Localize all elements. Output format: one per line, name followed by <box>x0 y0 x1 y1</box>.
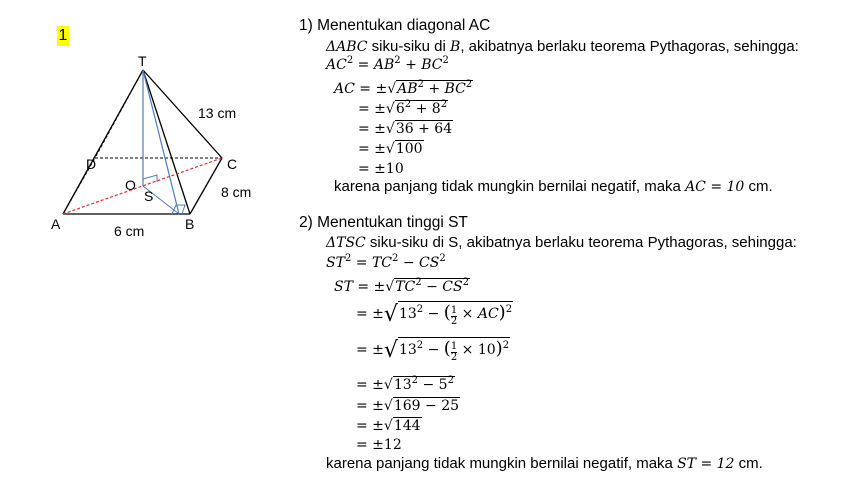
radicand: 36 + 64 <box>395 121 453 137</box>
right-angle-mark-o <box>143 175 157 182</box>
edge-td-hidden <box>95 70 143 158</box>
eq-text: = ± <box>358 141 386 157</box>
step1-intro-triangle: ΔABC <box>326 39 368 55</box>
step2-conclusion <box>326 455 763 473</box>
exp: 2 <box>394 55 401 66</box>
label-edge-ab: 6 cm <box>114 223 145 239</box>
step2-eq7: = ±12 <box>356 437 402 453</box>
step2-eq6 <box>356 417 422 435</box>
eq-text: AC = ± <box>334 81 388 97</box>
label-o: O <box>125 177 136 193</box>
eq-text: ST <box>326 255 345 271</box>
radical-sign: √ <box>385 279 395 295</box>
radical-sign: √ <box>385 141 395 157</box>
label-d: D <box>86 156 97 172</box>
label-s: S <box>144 188 154 204</box>
step1-intro <box>326 38 799 56</box>
conclusion-text: karena panjang tidak mungkin bernilai negatif, maka <box>326 455 678 472</box>
radicand: 100 <box>395 141 423 157</box>
radical-sign: √ <box>385 121 395 137</box>
step2-intro <box>326 234 797 252</box>
eq-text: = ± <box>356 398 384 414</box>
step2-eq4 <box>356 376 455 394</box>
radical-sign: √ <box>383 302 398 327</box>
eq-text: = ± <box>356 418 384 434</box>
eq-text: = AB <box>357 57 395 73</box>
eq-text: ST = ± <box>334 279 386 295</box>
eq-text: − CS <box>398 255 440 271</box>
label-edge-bc: 8 cm <box>221 184 252 200</box>
eq-text: = ± <box>356 377 384 393</box>
label-c: C <box>227 156 238 172</box>
step1-intro-vertex: B <box>450 39 461 55</box>
pyramid-figure <box>0 0 290 250</box>
edge-bc <box>190 158 222 214</box>
radical-sign: √ <box>383 377 393 393</box>
step1-eq5: = ±10 <box>358 161 404 177</box>
radicand: $13^2$ − ( $\frac{1}{2}$ × 10)$^2$ <box>398 338 510 363</box>
label-t: T <box>138 53 147 69</box>
exp: 2 <box>392 253 399 264</box>
step2-eq2 <box>356 304 513 327</box>
step2-eq1 <box>334 278 470 296</box>
step2-eq3 <box>356 340 510 363</box>
conclusion-unit: cm. <box>734 455 763 472</box>
exp: 2 <box>439 253 446 264</box>
radical-sign: √ <box>383 338 398 363</box>
eq-text: = ± <box>358 121 386 137</box>
step1-eq3 <box>358 120 453 138</box>
step1-eq1 <box>334 80 473 98</box>
step2-heading: 2) Menentukan tinggi ST <box>299 214 468 231</box>
eq-text: = ± <box>358 101 386 117</box>
step2-intro-tail: siku-siku di S, akibatnya berlaku teorema Pythagoras, sehingga: <box>365 234 797 251</box>
radicand: 144 <box>393 418 421 434</box>
step1-eq4 <box>358 140 424 158</box>
label-b: B <box>185 216 195 232</box>
radicand: $AB^2 + BC^2$ <box>397 79 473 97</box>
exp: 2 <box>442 55 449 66</box>
step1-eq2 <box>358 100 448 118</box>
conclusion-math: ST = 12 <box>677 456 735 472</box>
radicand: 169 − 25 <box>393 398 460 414</box>
fraction-half: $\frac{1}{2}$ <box>450 341 458 363</box>
conclusion-text: karena panjang tidak mungkin bernilai negatif, maka <box>334 178 686 195</box>
exp: 2 <box>346 55 354 66</box>
step2-eq0 <box>326 254 446 272</box>
step2-intro-triangle: ΔTSC <box>326 235 366 251</box>
radical-sign: √ <box>387 81 397 97</box>
label-edge-tc: 13 cm <box>198 105 237 121</box>
step1-heading: 1) Menentukan diagonal AC <box>299 17 491 34</box>
eq-text: = ± <box>356 306 384 322</box>
radical-sign: √ <box>383 418 393 434</box>
fraction-half: $\frac{1}{2}$ <box>450 305 458 327</box>
step1-conclusion <box>334 178 773 196</box>
step2-eq5 <box>356 397 460 415</box>
radicand: $TC^2 - CS^2$ <box>395 277 469 295</box>
radicand: $13^2$ − ( $\frac{1}{2}$ × AC)$^2$ <box>398 302 513 327</box>
radical-sign: √ <box>383 398 393 414</box>
step1-eq0 <box>326 56 449 74</box>
step1-intro-mid: siku-siku di <box>367 38 451 55</box>
radical-sign: √ <box>385 101 395 117</box>
eq-text: + BC <box>400 57 443 73</box>
exp: 2 <box>344 253 352 264</box>
radicand: $6^2 + 8^2$ <box>395 99 448 117</box>
step1-intro-tail: , akibatnya berlaku teorema Pythagoras, sehingga: <box>460 38 799 55</box>
label-a: A <box>51 216 61 232</box>
radicand: $13^2 - 5^2$ <box>393 375 454 393</box>
conclusion-unit: cm. <box>744 178 773 195</box>
eq-text: AC <box>326 57 347 73</box>
conclusion-math: AC = 10 <box>685 179 745 195</box>
problem-number: 1 <box>58 27 68 44</box>
eq-text: = TC <box>355 255 392 271</box>
eq-text: = ± <box>356 342 384 358</box>
